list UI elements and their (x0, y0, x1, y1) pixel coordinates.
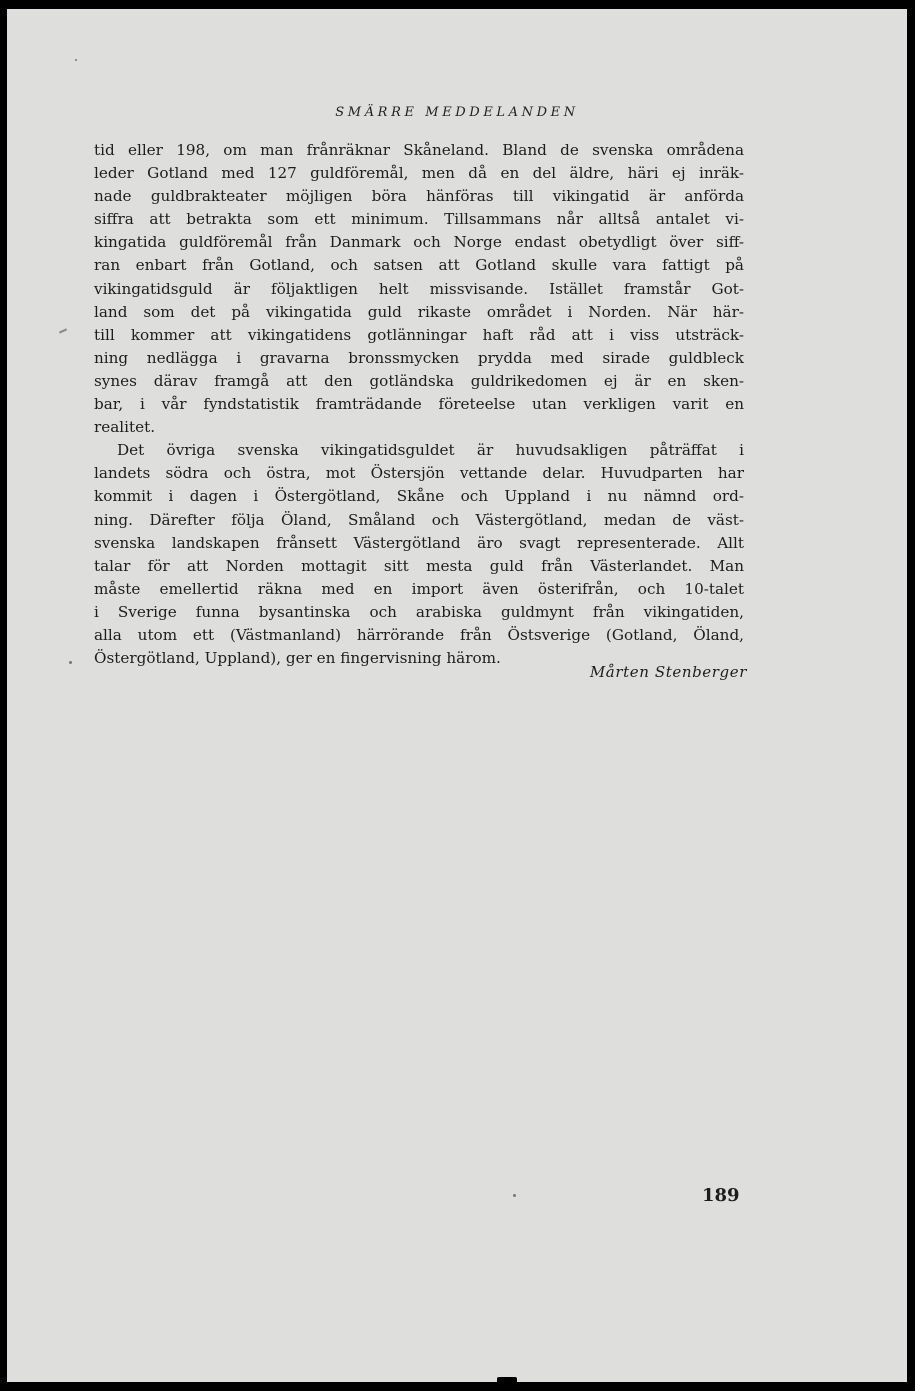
text-line: i Sverige funna bysantinska och arabiska guldmynt från vikingatiden, (94, 602, 744, 621)
text-line: svenska landskapen frånsett Västergötland äro svagt representerade. Allt (94, 533, 744, 552)
text-line: alla utom ett (Västmanland) härrörande från Östsverige (Gotland, Öland, (94, 625, 744, 644)
text-line: land som det på vikingatida guld rikaste området i Norden. När här- (94, 302, 744, 321)
text-line: bar, i vår fyndstatistik framträdande företeelse utan verkligen varit en (94, 395, 744, 414)
running-head: SMÄRRE MEDDELANDEN (335, 105, 579, 120)
text-line: ran enbart från Gotland, och satsen att Gotland skulle vara fattigt på (94, 256, 744, 275)
book-page (7, 9, 907, 1382)
paragraph-1 (94, 139, 744, 439)
text-line: talar för att Norden mottagit sitt mesta guld från Västerlandet. Man (94, 556, 744, 575)
text-line: till kommer att vikingatidens gotlänningar haft råd att i viss utsträck- (94, 325, 744, 344)
margin-mark (59, 328, 67, 333)
text-line: Östergötland, Uppland), ger en fingervisning härom. (94, 649, 501, 668)
dust-speck (513, 1194, 516, 1197)
scan-mark (497, 1377, 517, 1382)
text-line: realitet. (94, 418, 156, 437)
text-line: landets södra och östra, mot Östersjön vettande delar. Huvudparten har (94, 464, 744, 483)
text-line: nade guldbrakteater möjligen böra hänföras till vikingatid är anförda (94, 187, 744, 206)
text-line: synes därav framgå att den gotländska guldrikedomen ej är en sken- (94, 371, 744, 390)
text-line: kingatida guldföremål från Danmark och Norge endast obetydligt över siff- (94, 233, 744, 252)
text-line: siffra att betrakta som ett minimum. Tillsammans når alltså antalet vi- (94, 210, 744, 229)
article-body (94, 139, 744, 670)
text-line: ning nedlägga i gravarna bronssmycken prydda med sirade guldbleck (94, 348, 744, 367)
text-line: vikingatidsguld är följaktligen helt missvisande. Istället framstår Got- (94, 279, 744, 298)
text-line: kommit i dagen i Östergötland, Skåne och Uppland i nu nämnd ord- (94, 487, 744, 506)
text-line: Det övriga svenska vikingatidsguldet är huvudsakligen påträffat i (117, 441, 744, 460)
dust-speck (75, 59, 77, 61)
text-line: leder Gotland med 127 guldföremål, men då en del äldre, häri ej inräk- (94, 164, 744, 183)
text-line: tid eller 198, om man frånräknar Skåneland. Bland de svenska områdena (94, 141, 744, 159)
paragraph-2 (94, 439, 744, 670)
page-number: 189 (702, 1185, 740, 1206)
text-line: ning. Därefter följa Öland, Småland och Västergötland, medan de väst- (94, 510, 744, 529)
author-signature: Mårten Stenberger (589, 663, 747, 681)
dust-speck (69, 661, 72, 664)
text-line: måste emellertid räkna med en import även österifrån, och 10-talet (94, 579, 744, 598)
